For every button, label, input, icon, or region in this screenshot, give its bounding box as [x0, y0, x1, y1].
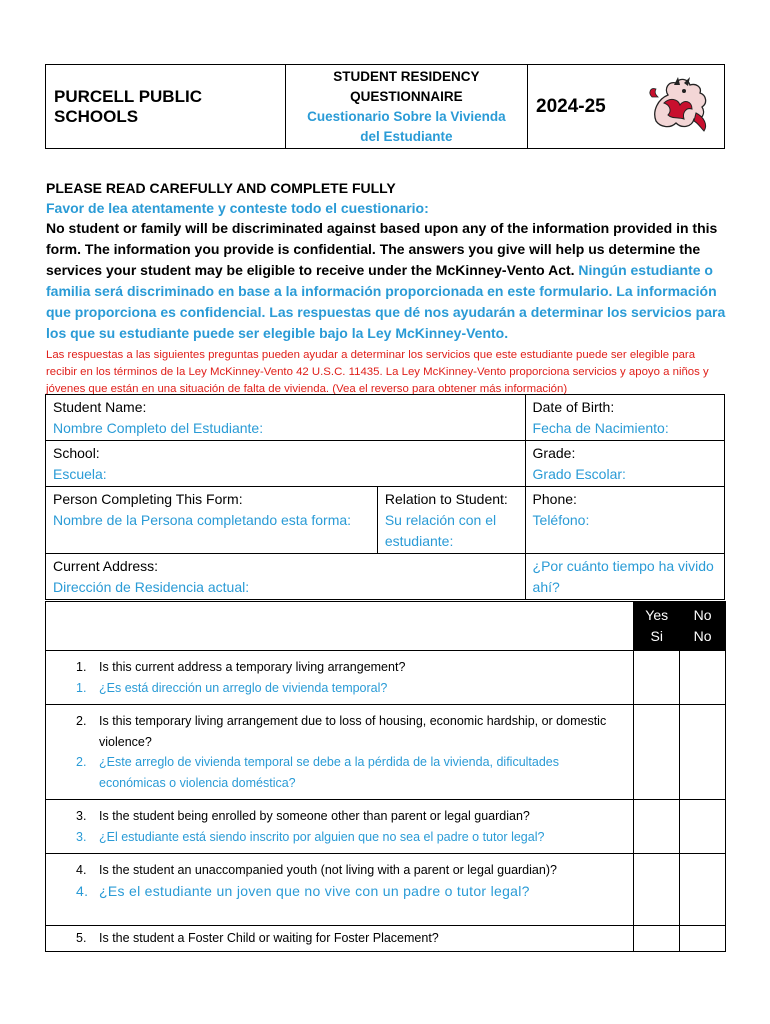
question-3	[46, 800, 634, 854]
q4-no-box[interactable]	[680, 854, 726, 926]
phone-label-es: Teléfono:	[532, 512, 590, 528]
relation-field[interactable]	[377, 487, 525, 554]
title-es-line2: del Estudiante	[360, 128, 453, 144]
q4-yes-box[interactable]	[634, 854, 680, 926]
q3-yes-box[interactable]	[634, 800, 680, 854]
form-title	[285, 65, 527, 149]
grade-field[interactable]	[525, 441, 724, 487]
q1-number: 1.	[76, 660, 87, 674]
instructions-heading-en: PLEASE READ CAREFULLY AND COMPLETE FULLY	[46, 180, 396, 196]
student-name-field[interactable]	[46, 395, 526, 441]
q1-number-es: 1.	[76, 680, 87, 695]
no-column-header	[680, 602, 726, 651]
q3-text-en: Is the student being enrolled by someone other than parent or legal guardian?	[99, 809, 530, 823]
school-name: PURCELL PUBLIC SCHOOLS	[46, 65, 286, 149]
confidentiality-paragraph	[46, 218, 726, 344]
q1-text-es: ¿Es está dirección un arreglo de vivienda temporal?	[99, 680, 388, 695]
yes-header-en: Yes	[645, 607, 669, 623]
grade-label: Grade:	[532, 445, 576, 461]
title-es-line1: Cuestionario Sobre la Vivienda	[307, 108, 506, 124]
question-4	[46, 854, 634, 926]
address-label-es: Dirección de Residencia actual:	[53, 579, 250, 595]
residency-questions-table	[45, 601, 726, 952]
q2-text-es: ¿Este arreglo de vivienda temporal se debe a la pérdida de la vivienda, dificultades económicas o violencia doméstica?	[99, 755, 559, 790]
q2-text-en: Is this temporary living arrangement due to loss of housing, economic hardship, or domestic violence?	[99, 714, 607, 749]
q4-text-es: ¿Es el estudiante un joven que no vive con un padre o tutor legal?	[99, 882, 530, 899]
q1-yes-box[interactable]	[634, 651, 680, 705]
q3-text-es: ¿El estudiante está siendo inscrito por alguien que no sea el padre o tutor legal?	[99, 829, 545, 844]
q5-text-en: Is the student a Foster Child or waiting for Foster Placement?	[99, 931, 439, 945]
yes-column-header	[634, 602, 680, 651]
question-1	[46, 651, 634, 705]
school-year: 2024-25	[528, 65, 645, 149]
student-info-table	[45, 394, 725, 600]
mckinney-vento-note: Las respuestas a las siguientes preguntas pueden ayudar a determinar los servicios que este estudiante puede ser elegible para recibir en los términos de la Ley McKinney-Vento 42 U.S.C. 11435. La Ley McKinney-Vento proporciona servicios y apoyo a niños y jóvenes que están en una situación de falta de vivienda. (Vea el reverso para obtener más información)	[46, 349, 709, 395]
q4-text-en: Is the student an unaccompanied youth (not living with a parent or legal guardian)?	[99, 863, 557, 877]
relation-label: Relation to Student:	[384, 491, 508, 507]
dob-label: Date of Birth:	[532, 399, 615, 415]
title-en-line2: QUESTIONNAIRE	[350, 88, 463, 104]
q2-number: 2.	[76, 714, 87, 728]
current-address-field[interactable]	[46, 554, 526, 600]
school-label: School:	[53, 445, 100, 461]
q1-text-en: Is this current address a temporary living arrangement?	[99, 660, 406, 674]
instructions-heading-es: Favor de lea atentamente y conteste todo el cuestionario:	[46, 200, 429, 216]
student-name-label: Student Name:	[53, 399, 147, 415]
form-header	[45, 64, 725, 149]
student-name-label-es: Nombre Completo del Estudiante:	[53, 420, 264, 436]
dob-label-es: Fecha de Nacimiento:	[532, 420, 669, 436]
relation-label-es: Su relación con el estudiante:	[384, 512, 497, 549]
q1-no-box[interactable]	[680, 651, 726, 705]
person-completing-label: Person Completing This Form:	[53, 491, 243, 507]
confidentiality-en: No student or family will be discriminated against based upon any of the information provided in this form. The information you provide is confidential. The answers you give will help us determine the services your student may be eligible to receive under the McKinney-Vento Act.	[46, 220, 718, 278]
school-label-es: Escuela:	[53, 466, 107, 482]
how-long-field[interactable]	[525, 554, 724, 600]
q3-number-es: 3.	[76, 829, 87, 844]
school-field[interactable]	[46, 441, 526, 487]
q5-yes-box[interactable]	[634, 926, 680, 952]
confidentiality-es: Ningún estudiante o familia será discriminado en base a la información proporcionada en este formulario. La información que proporciona es confidencial. Las respuestas que dé nos ayudarán a determinar los servicios para los que su estudiante puede ser elegible bajo la Ley McKinney-Vento.	[46, 262, 726, 341]
dragon-mascot-icon	[644, 65, 724, 149]
q2-number-es: 2.	[76, 755, 87, 769]
phone-field[interactable]	[525, 487, 724, 554]
q2-yes-box[interactable]	[634, 705, 680, 800]
grade-label-es: Grado Escolar:	[532, 466, 626, 482]
q3-number: 3.	[76, 809, 87, 823]
phone-label: Phone:	[532, 491, 577, 507]
address-label: Current Address:	[53, 558, 159, 574]
questions-header-blank	[46, 602, 634, 651]
yes-header-es: Si	[650, 628, 663, 644]
q2-no-box[interactable]	[680, 705, 726, 800]
date-of-birth-field[interactable]	[525, 395, 724, 441]
q5-no-box[interactable]	[680, 926, 726, 952]
no-header-es: No	[693, 628, 712, 644]
question-2	[46, 705, 634, 800]
q4-number: 4.	[76, 863, 87, 877]
q3-no-box[interactable]	[680, 800, 726, 854]
title-en-line1: STUDENT RESIDENCY	[333, 68, 480, 84]
how-long-label-es: ¿Por cuánto tiempo ha vivido ahí?	[532, 558, 714, 595]
person-completing-field[interactable]	[46, 487, 378, 554]
q5-number: 5.	[76, 931, 87, 945]
person-completing-label-es: Nombre de la Persona completando esta forma:	[53, 512, 352, 528]
question-5	[46, 926, 634, 952]
no-header-en: No	[693, 607, 712, 623]
instructions	[46, 178, 726, 398]
q4-number-es: 4.	[76, 882, 89, 899]
